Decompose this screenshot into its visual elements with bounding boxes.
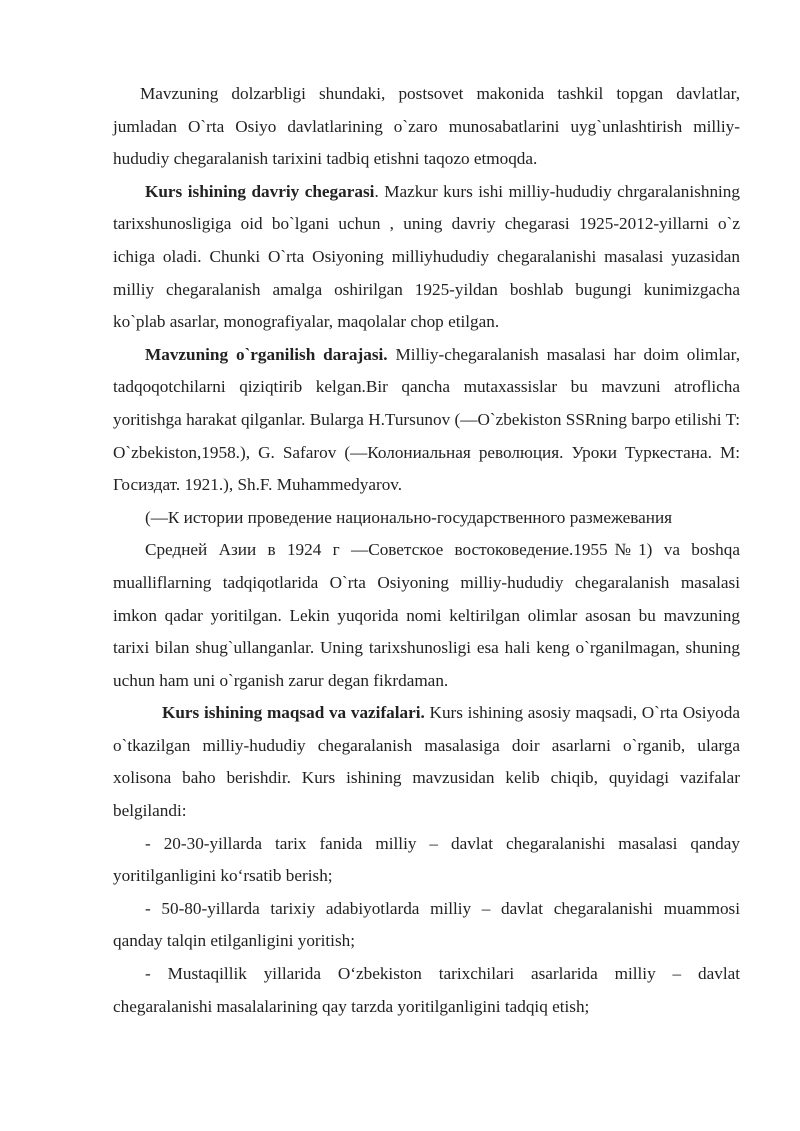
list-item: - 50-80-yillarda tarixiy adabiyotlarda milliy – davlat chegaralanishi muammosi qanday talqin etilganligini yoritish; <box>113 898 740 951</box>
paragraph-citation-continued: Средней Азии в 1924 г ―Советское востоковедение.1955№1) va boshqa mualliflarning tadqiqotlarida O`rta Osiyoning milliy-hududiy chegaralanish masalasi imkon qadar yoritilgan. Lekin yuqorida nomi keltirilgan olimlar asosan bu mavzuning tarixi bilan shug`ullanganlar. Uning tarixshunosligi esa hali keng o`rganilmagan, shuning uchun ham uni o`rganish zarur degan fikrdaman. <box>113 540 740 690</box>
paragraph-study-level-text: Milliy-chegaralanish masalasi har doim olimlar, tadqoqotchilarni qiziqtirib kelgan.Bir qancha mutaxassislar bu mavzuni atroflicha yoritishga harakat qilganlar. Bularga H.Tursunov (―O`zbekiston SSRning barpo etilishi T: O`zbekiston,1958.), G. Safarov (―Колониальная революция. Уроки Туркестана. М: Госиздат. 1921.), Sh.F. Muhammedyarov. <box>113 344 740 495</box>
heading-study-level: Mavzuning o`rganilish darajasi. <box>145 344 388 364</box>
paragraph-period-text: . Mazkur kurs ishi milliy-hududiy chrgaralanishning tarixshunosligiga oid bo`lgani uchun , uning davriy chegarasi 1925-2012-yillarni o`z ichiga oladi. Chunki O`rta Osiyoning milliyhududiy chegaralanishi masalasi yuzasidan milliy chegaralanish amalga oshirilgan 1925-yildan boshlab bugungi kunimizgacha ko`plab asarlar, monografiyalar, maqolalar chop etilgan. <box>113 181 740 332</box>
heading-goals: Kurs ishining maqsad va vazifalari. <box>162 703 425 723</box>
paragraph-period <box>113 176 740 339</box>
paragraph-citation-line: (―К истории проведение национально-государственного размежевания <box>145 507 673 527</box>
paragraph-goals <box>113 697 740 827</box>
heading-period: Kurs ishining davriy chegarasi <box>145 181 375 201</box>
list-item: - 20-30-yillarda tarix fanida milliy – davlat chegaralanishi masalasi qanday yoritilganligini koʻrsatib berish; <box>113 833 740 886</box>
list-item: - Mustaqillik yillarida Oʻzbekiston tarixchilari asarlarida milliy – davlat chegaralanishi masalalarining qay tarzda yoritilganligini tadqiq etish; <box>113 964 740 1016</box>
document-page <box>113 78 740 1023</box>
paragraph-study-level <box>113 339 740 502</box>
paragraph-relevance: Mavzuning dolzarbligi shundaki, postsovet makonida tashkil topgan davlatlar, jumladan O`rta Osiyo davlatlarining o`zaro munosabatlarini uyg`unlashtirish milliy-hududiy chegaralanish tarixini tadbiq etishni taqozo etmoqda. <box>113 84 740 169</box>
paragraph-goals-text: Kurs ishining asosiy maqsadi, O`rta Osiyoda o`tkazilgan milliy-hududiy chegaralanish masalasiga doir asarlarni o`rganib, ularga xolisona baho berishdir. Kurs ishining mavzusidan kelib chiqib, quyidagi vazifalar belgilandi: <box>113 703 740 821</box>
